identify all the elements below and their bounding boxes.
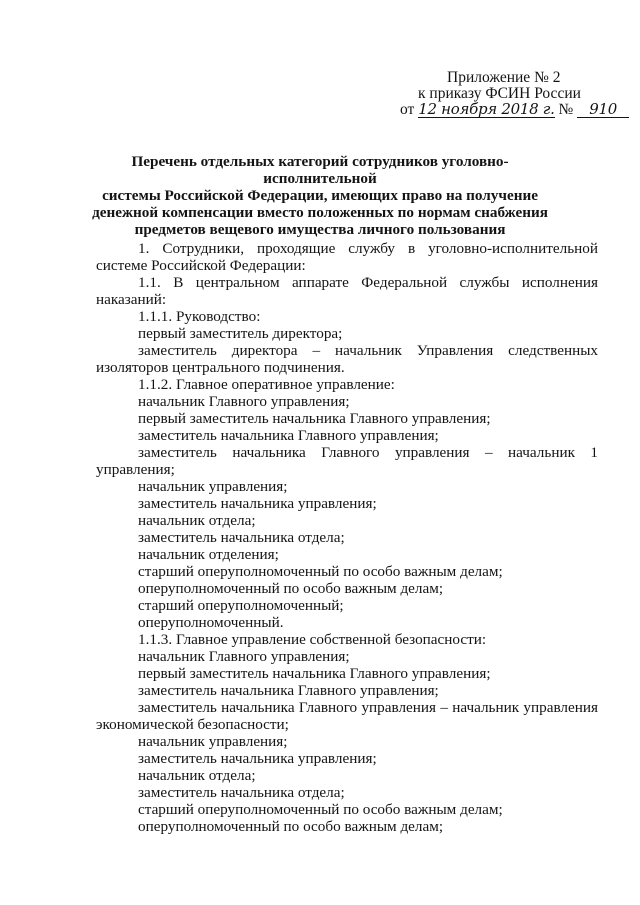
list-item: оперуполномоченный по особо важным делам; xyxy=(138,818,444,835)
list-item: начальник управления; xyxy=(138,478,288,495)
list-item: начальник Главного управления; xyxy=(138,393,350,410)
title-line: Перечень отдельных категорий сотрудников уголовно-исполнительной xyxy=(131,153,509,187)
title-line: предметов вещевого имущества личного пользования xyxy=(134,221,506,238)
appendix-header xyxy=(400,69,617,120)
list-item: заместитель начальника управления; xyxy=(138,495,377,512)
title-line: денежной компенсации вместо положенных по нормам снабжения xyxy=(92,204,548,221)
list-item: заместитель начальника Главного управления; xyxy=(138,682,439,699)
appendix-number: Приложение № 2 xyxy=(447,69,561,86)
section-heading: 1. Сотрудники, проходящие службу в уголовно-исполнительной системе Российской Федерации: xyxy=(96,240,598,274)
subsection-heading: 1.1.1. Руководство: xyxy=(138,308,261,325)
list-item: заместитель начальника отдела; xyxy=(138,529,345,546)
number-prefix: № xyxy=(558,101,574,118)
list-item: первый заместитель начальника Главного управления; xyxy=(138,665,491,682)
title-line: системы Российской Федерации, имеющих право на получение xyxy=(102,187,538,204)
list-item: заместитель начальника управления; xyxy=(138,750,377,767)
list-item: оперуполномоченный по особо важным делам; xyxy=(138,580,444,597)
document-body xyxy=(96,240,598,835)
list-item: первый заместитель директора; xyxy=(138,325,343,342)
list-item: начальник управления; xyxy=(138,733,288,750)
list-item: старший оперуполномоченный по особо важным делам; xyxy=(138,801,503,818)
list-item: заместитель начальника Главного управления – начальник управления экономической безопасности; xyxy=(96,699,598,733)
list-item: заместитель директора – начальник Управления следственных изоляторов центрального подчинения. xyxy=(96,342,598,376)
list-item: начальник отдела; xyxy=(138,512,256,529)
appendix-order-ref: к приказу ФСИН России xyxy=(418,85,581,102)
list-item: начальник отделения; xyxy=(138,546,279,563)
subsection-heading: 1.1.2. Главное оперативное управление: xyxy=(138,376,395,393)
list-item: старший оперуполномоченный по особо важным делам; xyxy=(138,563,503,580)
subsection-heading: 1.1.3. Главное управление собственной безопасности: xyxy=(138,631,487,648)
date-prefix: от xyxy=(400,101,415,118)
list-item: начальник отдела; xyxy=(138,767,256,784)
list-item: старший оперуполномоченный; xyxy=(138,597,344,614)
list-item: заместитель начальника Главного управления; xyxy=(138,427,439,444)
list-item: заместитель начальника отдела; xyxy=(138,784,345,801)
list-item: начальник Главного управления; xyxy=(138,648,350,665)
document-title xyxy=(90,153,550,238)
list-item: заместитель начальника Главного управления – начальник 1 управления; xyxy=(96,444,598,478)
subsection-heading: 1.1. В центральном аппарате Федеральной службы исполнения наказаний: xyxy=(96,274,598,308)
list-item: оперуполномоченный. xyxy=(138,614,284,631)
handwritten-date: 12 ноября 2018 г. xyxy=(418,100,555,118)
appendix-date-line xyxy=(400,100,617,120)
handwritten-order-number: 910 xyxy=(577,102,629,118)
list-item: первый заместитель начальника Главного управления; xyxy=(138,410,491,427)
